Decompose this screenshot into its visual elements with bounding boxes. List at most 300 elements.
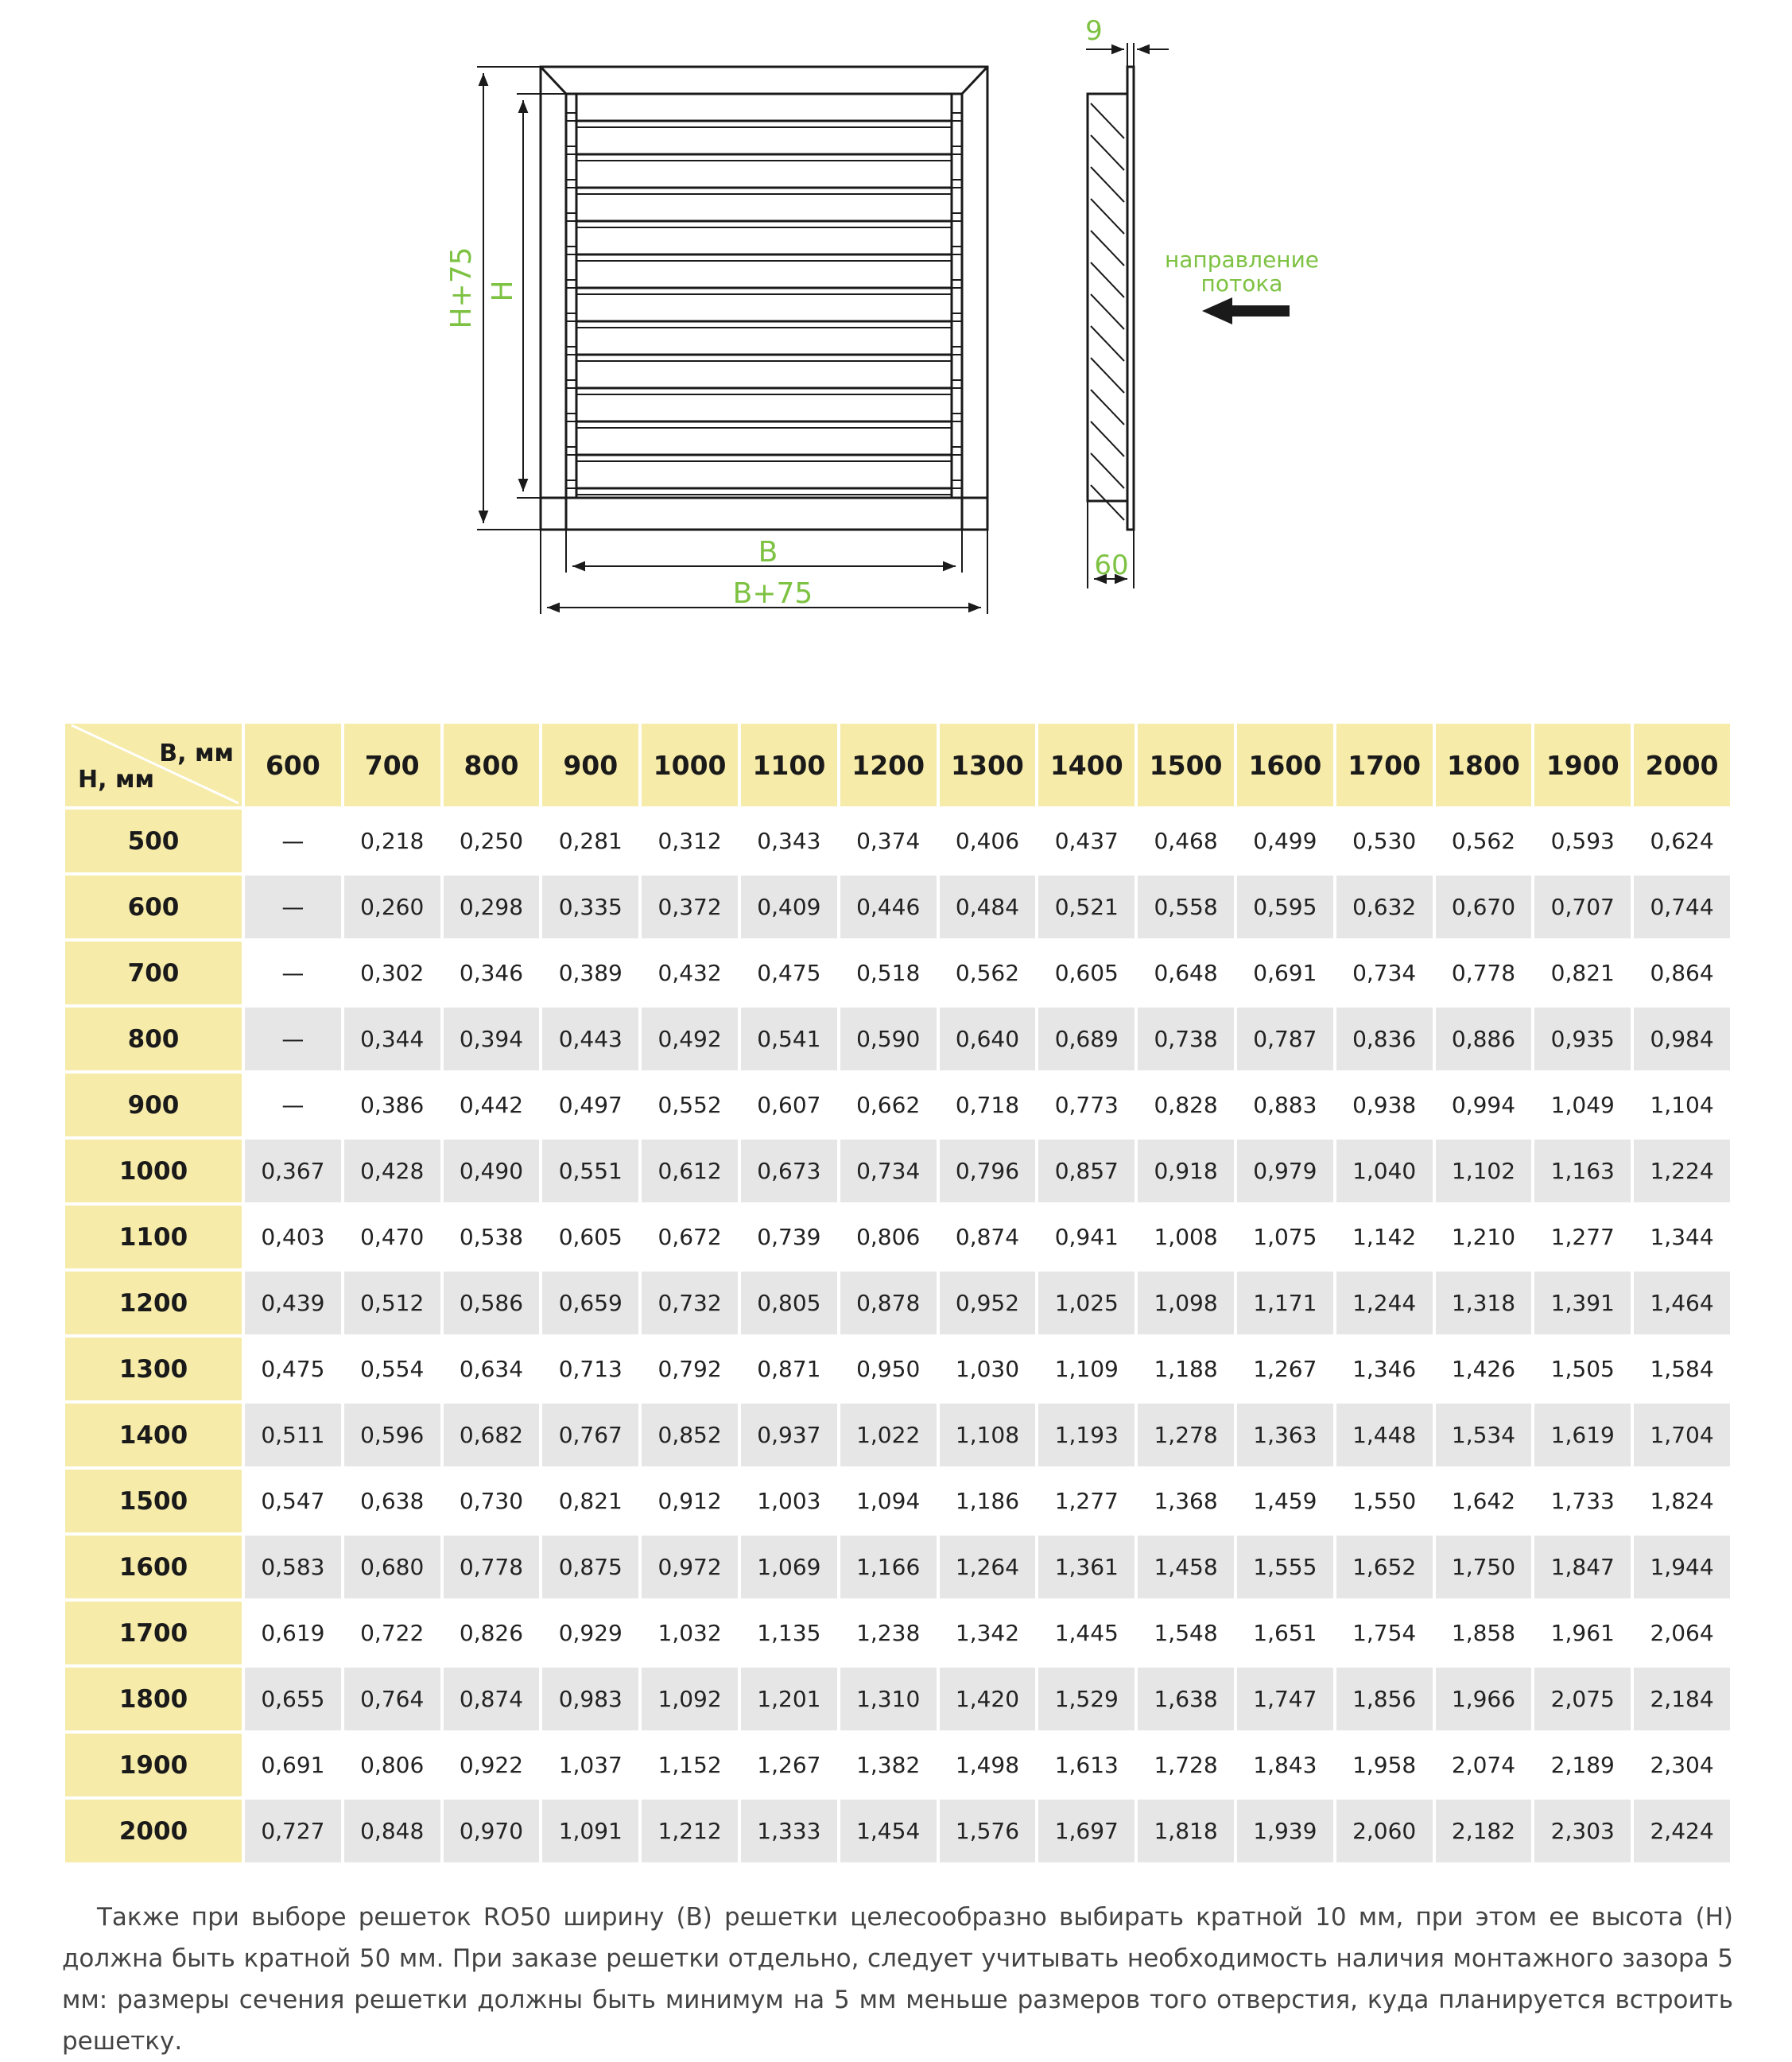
table-cell: 1,642 xyxy=(1436,1470,1532,1532)
table-cell: — xyxy=(245,810,341,872)
slat-notch xyxy=(952,313,962,321)
table-cell: 0,707 xyxy=(1534,876,1631,938)
table-cell: 1,426 xyxy=(1436,1338,1532,1400)
table-row xyxy=(65,1800,1730,1862)
hatch-line xyxy=(1091,294,1124,329)
table-cell: 0,518 xyxy=(840,942,937,1004)
depth-top-label: 9 xyxy=(1085,15,1103,47)
table-cell: 0,778 xyxy=(1436,942,1532,1004)
hatch-line xyxy=(1091,421,1124,456)
table-cell: 0,475 xyxy=(741,942,837,1004)
table-cell: 0,490 xyxy=(444,1140,540,1202)
table-cell: 1,188 xyxy=(1138,1338,1234,1400)
table-cell: 1,529 xyxy=(1038,1668,1135,1730)
slat-notch xyxy=(952,380,962,388)
table-cell: 0,497 xyxy=(542,1074,638,1136)
table-cell: 0,739 xyxy=(741,1206,837,1268)
table-cell: 0,821 xyxy=(1534,942,1631,1004)
table-cell: 0,605 xyxy=(542,1206,638,1268)
table-cell: 0,875 xyxy=(542,1536,638,1598)
table-cell: 0,596 xyxy=(344,1404,440,1466)
table-row xyxy=(65,1008,1730,1070)
table-cell: 1,201 xyxy=(741,1668,837,1730)
dim-h-label: H xyxy=(487,280,519,302)
table-row xyxy=(65,1602,1730,1664)
table-cell: 1,361 xyxy=(1038,1536,1135,1598)
table-cell: 0,562 xyxy=(940,942,1036,1004)
dim-b-plus-label: B+75 xyxy=(732,577,813,610)
front-view xyxy=(541,67,987,530)
table-cell: 1,342 xyxy=(940,1602,1036,1664)
table-row xyxy=(65,942,1730,1004)
table-cell: 1,458 xyxy=(1138,1536,1234,1598)
table-cell: 0,218 xyxy=(344,810,440,872)
table-cell: 1,193 xyxy=(1038,1404,1135,1466)
table-cell: 0,767 xyxy=(542,1404,638,1466)
table-cell: 0,344 xyxy=(344,1008,440,1070)
table-cell: 1,843 xyxy=(1237,1734,1333,1796)
table-cell: 0,722 xyxy=(344,1602,440,1664)
table-cell: 0,821 xyxy=(542,1470,638,1532)
table-cell: 0,346 xyxy=(444,942,540,1004)
table-cell: 0,446 xyxy=(840,876,937,938)
table-cell: 0,432 xyxy=(642,942,738,1004)
column-header: 1500 xyxy=(1138,724,1234,806)
table-cell: 1,075 xyxy=(1237,1206,1333,1268)
table-cell: 0,389 xyxy=(542,942,638,1004)
table-row xyxy=(65,1470,1730,1532)
table-cell: 2,075 xyxy=(1534,1668,1631,1730)
table-cell: 0,787 xyxy=(1237,1008,1333,1070)
table-cell: 1,037 xyxy=(542,1734,638,1796)
table-cell: 0,935 xyxy=(1534,1008,1631,1070)
table-cell: 0,442 xyxy=(444,1074,540,1136)
slat-notch xyxy=(566,480,576,488)
table-cell: 0,562 xyxy=(1436,810,1532,872)
table-cell: 1,555 xyxy=(1237,1536,1333,1598)
row-header: 1800 xyxy=(65,1668,242,1730)
table-cell: 0,638 xyxy=(344,1470,440,1532)
table-cell: 0,727 xyxy=(245,1800,341,1862)
corner-h-label: H, мм xyxy=(78,766,154,794)
slat-notch xyxy=(952,414,962,421)
table-cell: 0,718 xyxy=(940,1074,1036,1136)
table-cell: 0,680 xyxy=(344,1536,440,1598)
hatch-line xyxy=(1091,199,1124,234)
table-row xyxy=(65,1272,1730,1334)
table-cell: 0,281 xyxy=(542,810,638,872)
table-cell: 1,818 xyxy=(1138,1800,1234,1862)
table-cell: 0,744 xyxy=(1634,876,1730,938)
table-cell: 1,550 xyxy=(1336,1470,1433,1532)
table-cell: 0,734 xyxy=(840,1140,937,1202)
table-cell: 1,944 xyxy=(1634,1536,1730,1598)
column-header: 1200 xyxy=(840,724,937,806)
table-cell: 0,691 xyxy=(1237,942,1333,1004)
table-cell: 1,344 xyxy=(1634,1206,1730,1268)
table-cell: 1,697 xyxy=(1038,1800,1135,1862)
slat-notch xyxy=(566,347,576,355)
slat-notch xyxy=(566,180,576,188)
size-table xyxy=(62,720,1733,1866)
table-cell: 1,966 xyxy=(1436,1668,1532,1730)
table-cell: 0,659 xyxy=(542,1272,638,1334)
table-cell: 1,704 xyxy=(1634,1404,1730,1466)
table-cell: 0,806 xyxy=(344,1734,440,1796)
column-header: 1100 xyxy=(741,724,837,806)
table-cell: 0,409 xyxy=(741,876,837,938)
grille-drawing xyxy=(0,0,1792,684)
table-row xyxy=(65,810,1730,872)
table-cell: 0,941 xyxy=(1038,1206,1135,1268)
table-cell: 1,049 xyxy=(1534,1074,1631,1136)
table-cell: 0,484 xyxy=(940,876,1036,938)
table-cell: 0,607 xyxy=(741,1074,837,1136)
table-cell: 0,922 xyxy=(444,1734,540,1796)
table-cell: 1,391 xyxy=(1534,1272,1631,1334)
table-cell: 0,826 xyxy=(444,1602,540,1664)
table-cell: 0,796 xyxy=(940,1140,1036,1202)
table-cell: 0,852 xyxy=(642,1404,738,1466)
column-header: 2000 xyxy=(1634,724,1730,806)
row-header: 1900 xyxy=(65,1734,242,1796)
table-cell: 0,558 xyxy=(1138,876,1234,938)
column-header: 1600 xyxy=(1237,724,1333,806)
table-cell: 0,439 xyxy=(245,1272,341,1334)
table-cell: 0,530 xyxy=(1336,810,1433,872)
table-cell: 0,912 xyxy=(642,1470,738,1532)
table-cell: 0,682 xyxy=(444,1404,540,1466)
table-cell: 0,738 xyxy=(1138,1008,1234,1070)
table-cell: 1,638 xyxy=(1138,1668,1234,1730)
table-row xyxy=(65,1074,1730,1136)
table-cell: 0,648 xyxy=(1138,942,1234,1004)
table-cell: 0,938 xyxy=(1336,1074,1433,1136)
column-header: 800 xyxy=(444,724,540,806)
slat-notch xyxy=(566,414,576,421)
hatch-line xyxy=(1091,453,1124,488)
row-header: 1200 xyxy=(65,1272,242,1334)
table-cell: 1,238 xyxy=(840,1602,937,1664)
table-cell: 0,260 xyxy=(344,876,440,938)
table-cell: — xyxy=(245,876,341,938)
row-header: 900 xyxy=(65,1074,242,1136)
table-cell: 1,152 xyxy=(642,1734,738,1796)
table-cell: 0,443 xyxy=(542,1008,638,1070)
table-cell: 1,445 xyxy=(1038,1602,1135,1664)
slat-notch xyxy=(566,113,576,121)
table-cell: 1,267 xyxy=(741,1734,837,1796)
table-cell: 0,952 xyxy=(940,1272,1036,1334)
table-cell: 1,651 xyxy=(1237,1602,1333,1664)
table-cell: 0,970 xyxy=(444,1800,540,1862)
slat-notch xyxy=(566,146,576,154)
table-cell: 1,040 xyxy=(1336,1140,1433,1202)
table-cell: 1,448 xyxy=(1336,1404,1433,1466)
column-header: 600 xyxy=(245,724,341,806)
table-cell: 0,730 xyxy=(444,1470,540,1532)
table-cell: 1,186 xyxy=(940,1470,1036,1532)
table-cell: 0,475 xyxy=(245,1338,341,1400)
table-cell: 2,304 xyxy=(1634,1734,1730,1796)
table-cell: 1,310 xyxy=(840,1668,937,1730)
table-cell: 0,547 xyxy=(245,1470,341,1532)
slat-notch xyxy=(952,213,962,221)
hatch-line xyxy=(1091,358,1124,393)
table-cell: 0,713 xyxy=(542,1338,638,1400)
table-cell: 1,278 xyxy=(1138,1404,1234,1466)
table-cell: 1,856 xyxy=(1336,1668,1433,1730)
slat-notch xyxy=(566,280,576,288)
table-cell: 2,189 xyxy=(1534,1734,1631,1796)
table-cell: 1,135 xyxy=(741,1602,837,1664)
table-cell: 1,210 xyxy=(1436,1206,1532,1268)
table-cell: 0,673 xyxy=(741,1140,837,1202)
row-header: 800 xyxy=(65,1008,242,1070)
table-cell: 1,008 xyxy=(1138,1206,1234,1268)
table-cell: 1,939 xyxy=(1237,1800,1333,1862)
table-cell: 1,958 xyxy=(1336,1734,1433,1796)
table-cell: 1,420 xyxy=(940,1668,1036,1730)
table-cell: 1,069 xyxy=(741,1536,837,1598)
table-cell: 2,074 xyxy=(1436,1734,1532,1796)
table-cell: 0,655 xyxy=(245,1668,341,1730)
table-cell: 1,025 xyxy=(1038,1272,1135,1334)
row-header: 1100 xyxy=(65,1206,242,1268)
table-cell: — xyxy=(245,1008,341,1070)
table-cell: 1,264 xyxy=(940,1536,1036,1598)
table-cell: 1,277 xyxy=(1534,1206,1631,1268)
table-cell: 1,534 xyxy=(1436,1404,1532,1466)
table-cell: 0,634 xyxy=(444,1338,540,1400)
table-cell: 0,619 xyxy=(245,1602,341,1664)
table-cell: 0,595 xyxy=(1237,876,1333,938)
table-cell: 2,424 xyxy=(1634,1800,1730,1862)
table-cell: 0,878 xyxy=(840,1272,937,1334)
table-cell: 0,605 xyxy=(1038,942,1135,1004)
flow-label-line2: потока xyxy=(1200,270,1283,297)
table-cell: 1,212 xyxy=(642,1800,738,1862)
table-row xyxy=(65,1404,1730,1466)
table-corner xyxy=(65,724,242,806)
table-cell: 0,552 xyxy=(642,1074,738,1136)
table-cell: 1,171 xyxy=(1237,1272,1333,1334)
row-header: 1700 xyxy=(65,1602,242,1664)
table-cell: 0,828 xyxy=(1138,1074,1234,1136)
slat-notch xyxy=(566,313,576,321)
footnote-text: Также при выборе решеток RO50 ширину (В) решетки целесообразно выбирать кратной 10 мм, при этом ее высота (Н) должна быть кратной 50 мм. При заказе решетки отдельно, следует учитывать необходимость наличия монтажного зазора 5 мм: размеры сечения решетки должны быть минимум на 5 мм меньше размеров того отверстия, куда планируется встроить решетку. xyxy=(62,1903,1733,2056)
table-cell: 0,468 xyxy=(1138,810,1234,872)
table-row xyxy=(65,1536,1730,1598)
table-cell: 1,244 xyxy=(1336,1272,1433,1334)
table-cell: 0,386 xyxy=(344,1074,440,1136)
slat-notch xyxy=(952,280,962,288)
slat-notch xyxy=(952,247,962,254)
table-cell: 1,961 xyxy=(1534,1602,1631,1664)
row-header: 1600 xyxy=(65,1536,242,1598)
slat-notch xyxy=(566,247,576,254)
row-header: 500 xyxy=(65,810,242,872)
table-cell: 1,102 xyxy=(1436,1140,1532,1202)
table-cell: 0,864 xyxy=(1634,942,1730,1004)
table-cell: — xyxy=(245,1074,341,1136)
table-cell: 0,335 xyxy=(542,876,638,938)
table-cell: 0,984 xyxy=(1634,1008,1730,1070)
side-view xyxy=(1088,67,1134,530)
column-header: 1400 xyxy=(1038,724,1135,806)
table-cell: 1,652 xyxy=(1336,1536,1433,1598)
slat-notch xyxy=(566,380,576,388)
table-cell: 0,640 xyxy=(940,1008,1036,1070)
table-cell: 0,367 xyxy=(245,1140,341,1202)
table-cell: 1,224 xyxy=(1634,1140,1730,1202)
table-cell: 0,670 xyxy=(1436,876,1532,938)
slat-notch xyxy=(952,447,962,455)
table-cell: 0,298 xyxy=(444,876,540,938)
table-cell: 1,747 xyxy=(1237,1668,1333,1730)
table-cell: 0,521 xyxy=(1038,876,1135,938)
table-cell: 0,937 xyxy=(741,1404,837,1466)
table-cell: 0,734 xyxy=(1336,942,1433,1004)
table-cell: 0,662 xyxy=(840,1074,937,1136)
table-cell: 2,303 xyxy=(1534,1800,1631,1862)
table-cell: 1,576 xyxy=(940,1800,1036,1862)
hatch-line xyxy=(1091,485,1124,520)
table-cell: 0,764 xyxy=(344,1668,440,1730)
table-cell: 0,857 xyxy=(1038,1140,1135,1202)
table-cell: 1,728 xyxy=(1138,1734,1234,1796)
table-cell: 1,108 xyxy=(940,1404,1036,1466)
table-cell: 0,586 xyxy=(444,1272,540,1334)
table-cell: 1,098 xyxy=(1138,1272,1234,1334)
table-cell: 0,689 xyxy=(1038,1008,1135,1070)
table-cell: 1,109 xyxy=(1038,1338,1135,1400)
slat-notch xyxy=(952,113,962,121)
table-cell: 1,584 xyxy=(1634,1338,1730,1400)
table-cell: 0,250 xyxy=(444,810,540,872)
table-cell: 0,874 xyxy=(940,1206,1036,1268)
hatch-line xyxy=(1091,262,1124,297)
table-cell: 0,806 xyxy=(840,1206,937,1268)
table-cell: 1,104 xyxy=(1634,1074,1730,1136)
table-cell: 1,346 xyxy=(1336,1338,1433,1400)
table-cell: 0,979 xyxy=(1237,1140,1333,1202)
table-cell: 0,403 xyxy=(245,1206,341,1268)
table-cell: 1,548 xyxy=(1138,1602,1234,1664)
table-cell: 0,624 xyxy=(1634,810,1730,872)
table-cell: 0,541 xyxy=(741,1008,837,1070)
table-cell: 1,267 xyxy=(1237,1338,1333,1400)
table-cell: 0,805 xyxy=(741,1272,837,1334)
table-cell: — xyxy=(245,942,341,1004)
table-cell: 0,732 xyxy=(642,1272,738,1334)
flow-arrow-icon xyxy=(1202,297,1290,324)
table-cell: 0,994 xyxy=(1436,1074,1532,1136)
table-cell: 1,498 xyxy=(940,1734,1036,1796)
table-cell: 0,773 xyxy=(1038,1074,1135,1136)
table-cell: 0,551 xyxy=(542,1140,638,1202)
table-cell: 0,470 xyxy=(344,1206,440,1268)
table-cell: 0,778 xyxy=(444,1536,540,1598)
table-cell: 1,858 xyxy=(1436,1602,1532,1664)
table-row xyxy=(65,1734,1730,1796)
table-cell: 1,750 xyxy=(1436,1536,1532,1598)
depth-bottom-label: 60 xyxy=(1094,549,1129,581)
slat-notch xyxy=(566,213,576,221)
table-cell: 0,437 xyxy=(1038,810,1135,872)
table-cell: 0,874 xyxy=(444,1668,540,1730)
table-cell: 1,032 xyxy=(642,1602,738,1664)
hatch-line xyxy=(1091,231,1124,266)
table-cell: 0,499 xyxy=(1237,810,1333,872)
table-cell: 1,277 xyxy=(1038,1470,1135,1532)
table-cell: 0,302 xyxy=(344,942,440,1004)
column-header: 700 xyxy=(344,724,440,806)
table-cell: 2,182 xyxy=(1436,1800,1532,1862)
table-cell: 1,824 xyxy=(1634,1470,1730,1532)
table-cell: 0,983 xyxy=(542,1668,638,1730)
table-cell: 0,871 xyxy=(741,1338,837,1400)
table-cell: 0,538 xyxy=(444,1206,540,1268)
slat-notch xyxy=(952,146,962,154)
table-cell: 0,672 xyxy=(642,1206,738,1268)
table-cell: 1,030 xyxy=(940,1338,1036,1400)
dim-b-label: B xyxy=(758,536,778,569)
table-cell: 1,092 xyxy=(642,1668,738,1730)
hatch-line xyxy=(1091,167,1124,202)
table-cell: 0,691 xyxy=(245,1734,341,1796)
table-cell: 1,505 xyxy=(1534,1338,1631,1400)
table-cell: 0,593 xyxy=(1534,810,1631,872)
table-header-row xyxy=(65,724,1730,806)
table-cell: 1,163 xyxy=(1534,1140,1631,1202)
table-cell: 0,918 xyxy=(1138,1140,1234,1202)
table-cell: 1,368 xyxy=(1138,1470,1234,1532)
table-cell: 0,632 xyxy=(1336,876,1433,938)
table-cell: 1,733 xyxy=(1534,1470,1631,1532)
table-row xyxy=(65,1140,1730,1202)
hatch-line xyxy=(1091,135,1124,170)
table-cell: 1,454 xyxy=(840,1800,937,1862)
row-header: 1500 xyxy=(65,1470,242,1532)
table-cell: 2,184 xyxy=(1634,1668,1730,1730)
table-cell: 0,343 xyxy=(741,810,837,872)
table-cell: 1,142 xyxy=(1336,1206,1433,1268)
slat-notch xyxy=(952,180,962,188)
table-cell: 0,512 xyxy=(344,1272,440,1334)
row-header: 600 xyxy=(65,876,242,938)
column-header: 900 xyxy=(542,724,638,806)
table-cell: 0,374 xyxy=(840,810,937,872)
table-cell: 1,754 xyxy=(1336,1602,1433,1664)
table-cell: 0,406 xyxy=(940,810,1036,872)
table-row xyxy=(65,1206,1730,1268)
row-header: 1400 xyxy=(65,1404,242,1466)
table-cell: 0,428 xyxy=(344,1140,440,1202)
table-cell: 0,554 xyxy=(344,1338,440,1400)
table-row xyxy=(65,1338,1730,1400)
table-cell: 1,363 xyxy=(1237,1404,1333,1466)
table-cell: 0,883 xyxy=(1237,1074,1333,1136)
column-header: 1800 xyxy=(1436,724,1532,806)
table-cell: 0,612 xyxy=(642,1140,738,1202)
table-cell: 0,394 xyxy=(444,1008,540,1070)
table-row xyxy=(65,1668,1730,1730)
row-header: 700 xyxy=(65,942,242,1004)
table-cell: 1,619 xyxy=(1534,1404,1631,1466)
row-header: 1000 xyxy=(65,1140,242,1202)
table-cell: 1,382 xyxy=(840,1734,937,1796)
